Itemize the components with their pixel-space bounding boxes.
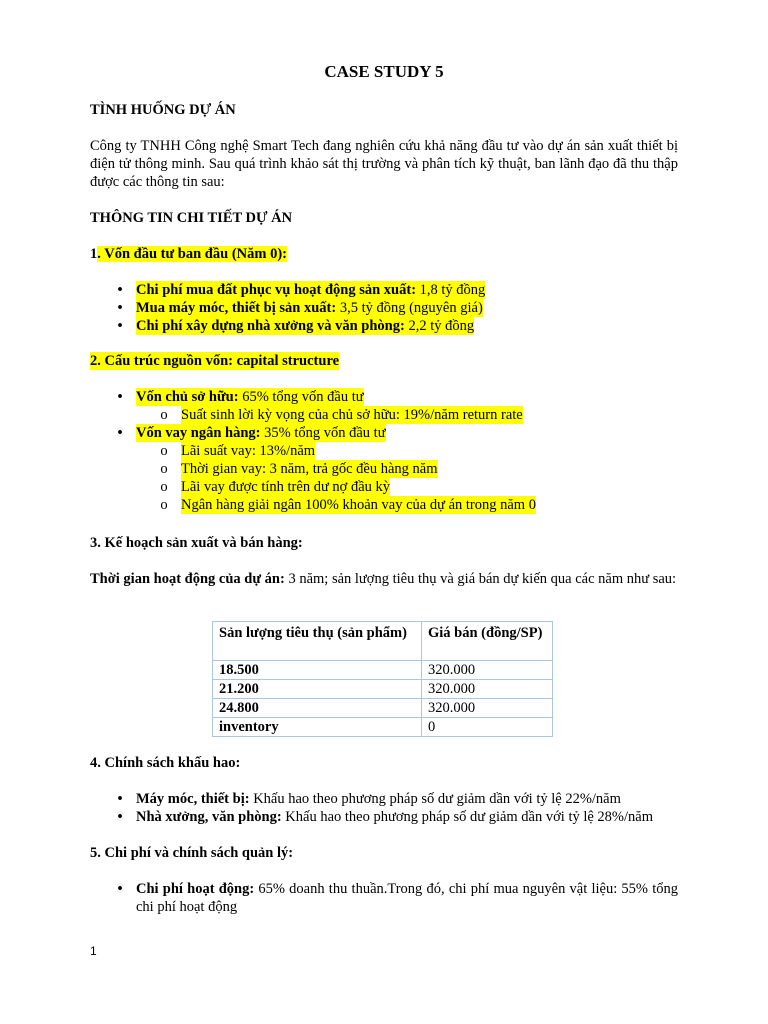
table-row — [213, 680, 553, 699]
item-value: 2,2 tỷ đồng — [404, 318, 475, 334]
item-label: Vốn chủ sở hữu: — [136, 389, 239, 405]
sub-item-text: Lãi vay được tính trên dư nợ đầu kỳ — [181, 479, 391, 495]
bullet-marker: • — [117, 282, 123, 298]
table-header-price: Giá bán (đồng/SP) — [422, 622, 553, 661]
bullet-marker: • — [117, 318, 123, 334]
bullet-marker: • — [117, 881, 123, 897]
table-cell-quantity: 24.800 — [213, 699, 422, 718]
sub-bullet-marker: o — [160, 443, 168, 459]
table-cell-quantity: 21.200 — [213, 680, 422, 699]
sub-item-text: Ngân hàng giải ngân 100% khoản vay của dự án trong năm 0 — [181, 497, 536, 513]
section-1-title: . Vốn đầu tư ban đầu (Năm 0): — [97, 246, 287, 262]
section-1-heading — [90, 245, 287, 263]
table-row — [213, 661, 553, 680]
bullet-marker: • — [117, 389, 123, 405]
sub-item-text: Suất sinh lời kỳ vọng của chủ sở hữu: 19%/năm return rate — [181, 407, 523, 423]
item-value: Khấu hao theo phương pháp số dư giảm dần với tỷ lệ 22%/năm — [249, 791, 621, 807]
table-cell-price: 0 — [422, 718, 553, 737]
section-3-heading: 3. Kế hoạch sản xuất và bán hàng: — [90, 535, 303, 551]
item-value: 3,5 tỷ đồng (nguyên giá) — [336, 300, 483, 316]
table-cell-price: 320.000 — [422, 680, 553, 699]
item-label: Chi phí xây dựng nhà xưởng và văn phòng: — [136, 318, 405, 334]
item-value: 65% doanh thu thuần.Trong đó, chi phí mua nguyên vật liệu: 55% tổng chi phí hoạt động — [136, 881, 678, 915]
item-label: Chi phí mua đất phục vụ hoạt động sản xuất: — [136, 282, 417, 298]
item-value: 1,8 tỷ đồng — [416, 282, 486, 298]
sales-table — [212, 621, 553, 737]
item-label: Nhà xưởng, văn phòng: — [136, 809, 282, 825]
bullet-marker: • — [117, 300, 123, 316]
item-label: Chi phí hoạt động: — [136, 881, 255, 897]
operation-time-label: Thời gian hoạt động của dự án: — [90, 571, 285, 587]
sub-bullet-marker: o — [160, 497, 168, 513]
operation-time-paragraph — [90, 570, 678, 588]
section-2-heading: 2. Cấu trúc nguồn vốn: capital structure — [90, 353, 340, 369]
section-5-heading: 5. Chi phí và chính sách quản lý: — [90, 845, 294, 861]
table-cell-quantity: 18.500 — [213, 661, 422, 680]
page-number: 1 — [90, 944, 97, 958]
table-header-quantity: Sản lượng tiêu thụ (sản phẩm) — [213, 622, 422, 661]
bullet-marker: • — [117, 791, 123, 807]
sub-bullet-marker: o — [160, 461, 168, 477]
bullet-marker: • — [117, 425, 123, 441]
item-value: 35% tổng vốn đầu tư — [260, 425, 386, 441]
sub-item-text: Lãi suất vay: 13%/năm — [181, 443, 316, 459]
sub-item-text: Thời gian vay: 3 năm, trả gốc đều hàng năm — [181, 461, 438, 477]
item-label: Vốn vay ngân hàng: — [136, 425, 261, 441]
sub-bullet-marker: o — [160, 407, 168, 423]
item-value: 65% tổng vốn đầu tư — [238, 389, 364, 405]
intro-paragraph: Công ty TNHH Công nghệ Smart Tech đang nghiên cứu khả năng đầu tư vào dự án sản xuất thiết bị điện tử thông minh. Sau quá trình khảo sát thị trường và phân tích kỹ thuật, ban lãnh đạo đã thu thập được các thông tin sau: — [90, 138, 678, 190]
item-label: Mua máy móc, thiết bị sản xuất: — [136, 300, 337, 316]
table-cell-quantity: inventory — [213, 718, 422, 737]
bullet-marker: • — [117, 809, 123, 825]
item-label: Máy móc, thiết bị: — [136, 791, 250, 807]
table-row — [213, 718, 553, 737]
item-value: Khấu hao theo phương pháp số dư giảm dần với tỷ lệ 28%/năm — [281, 809, 654, 825]
heading-project-situation: TÌNH HUỐNG DỰ ÁN — [90, 102, 236, 118]
table-header-row — [213, 622, 553, 661]
table-cell-price: 320.000 — [422, 699, 553, 718]
sub-bullet-marker: o — [160, 479, 168, 495]
table-cell-price: 320.000 — [422, 661, 553, 680]
table-row — [213, 699, 553, 718]
section-4-heading: 4. Chính sách khấu hao: — [90, 755, 241, 771]
section-1-number: 1 — [90, 246, 98, 262]
page-title: CASE STUDY 5 — [324, 62, 444, 81]
heading-project-details: THÔNG TIN CHI TIẾT DỰ ÁN — [90, 210, 293, 226]
operation-time-text: 3 năm; sản lượng tiêu thụ và giá bán dự kiến qua các năm như sau: — [284, 571, 677, 587]
